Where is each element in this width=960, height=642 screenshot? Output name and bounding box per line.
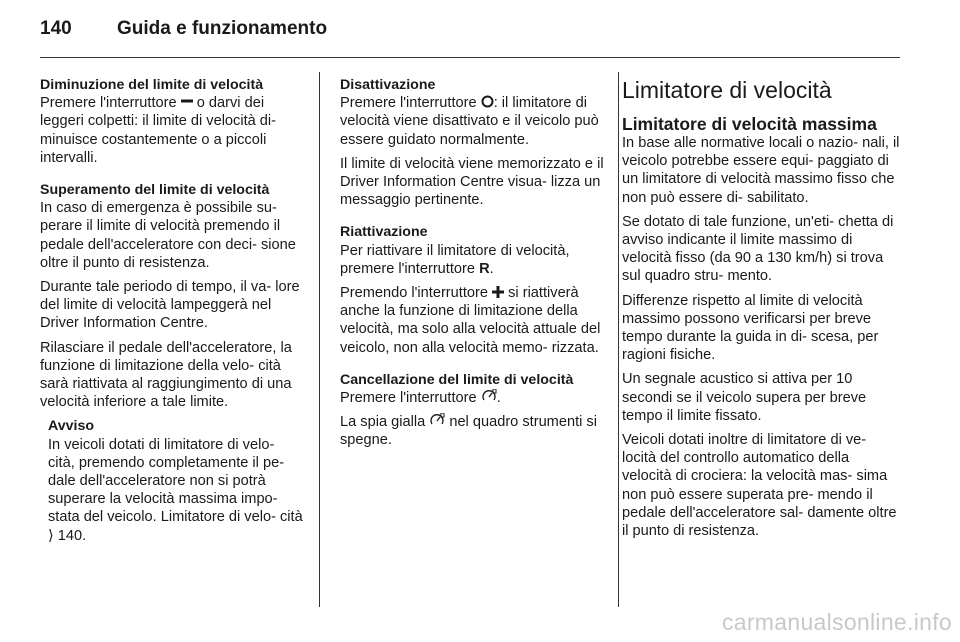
header-rule — [40, 57, 900, 58]
text: si riattiverà anche la funzione di limitazione della velocità, ma solo alla velocità attuale del veicolo, non alla velocità memo- rizzata. — [340, 285, 601, 356]
paragraph: Differenze rispetto al limite di velocità massimo possono verificarsi per breve tempo durante la guida in di- scesa, per ragioni fisiche. — [622, 292, 879, 364]
paragraph — [340, 413, 604, 449]
note-box — [40, 417, 303, 544]
text: Premere l'interruttore — [340, 390, 477, 407]
section-heading: Cancellazione del limite di velocità — [340, 371, 574, 388]
watermark: carmanualsonline.info — [721, 609, 952, 635]
chapter-title: Limitatore di velocità — [622, 77, 832, 103]
column-2 — [340, 76, 604, 464]
section-heading: Superamento del limite di velocità — [40, 182, 270, 199]
text: . — [496, 390, 501, 407]
column-divider — [618, 72, 619, 607]
column-1 — [40, 76, 303, 559]
minus-icon — [181, 96, 193, 106]
text: . — [489, 260, 494, 277]
paragraph — [40, 94, 303, 167]
section-subtitle: Limitatore di velocità massima — [622, 114, 877, 134]
paragraph: Rilasciare il pedale dell'acceleratore, la funzione di limitazione della velo- cità sarà riattivata al raggiungimento di una velocità inferiore a tale limite. — [40, 339, 292, 411]
section-decrease-limit — [40, 76, 303, 167]
paragraph: In caso di emergenza è possibile su- perare il limite di velocità premendo il pedale dell'acceleratore con deci- sione oltre il punto di resistenza. — [40, 200, 296, 271]
section-cancel-limit — [340, 371, 604, 450]
text: Per riattivare il limitatore di velocità, premere l'interruttore — [340, 242, 570, 277]
section-heading: Disattivazione — [340, 77, 436, 93]
paragraph: Veicoli dotati inoltre di limitatore di ve- locità del controllo automatico della velocità di crociera: la velocità mas- sima non può essere superata pre- mendo il pedale dell'acceleratore sal- damente oltre il punto di resistenza. — [622, 432, 897, 540]
plus-icon — [492, 286, 504, 298]
paragraph — [340, 389, 604, 407]
paragraph: Il limite di velocità viene memorizzato e il Driver Information Centre visua- lizza un messaggio pertinente. — [340, 155, 604, 209]
speed-limiter-icon — [429, 413, 445, 427]
column-divider — [319, 72, 320, 607]
text: La spia gialla — [340, 414, 426, 431]
section-reactivation — [340, 223, 604, 356]
page-ref-link[interactable]: 140. — [57, 527, 87, 544]
page-ref-arrow-icon: ⟩ — [48, 527, 54, 544]
section-exceed-limit — [40, 181, 303, 545]
note-text — [48, 436, 303, 545]
paragraph: Se dotato di tale funzione, un'eti- chetta di avviso indicante il limite massimo di velocità fisso (da 90 a 130 km/h) si trova sul quadro stru- mento. — [622, 213, 894, 285]
paragraph — [340, 94, 604, 149]
note-heading: Avviso — [48, 418, 94, 435]
text: : il limitatore di velocità viene disattivato e il veicolo può essere guidato normalmente. — [340, 95, 599, 148]
text: Premendo l'interruttore — [340, 285, 488, 302]
section-heading: Riattivazione — [340, 224, 428, 241]
paragraph — [340, 284, 604, 357]
text: In veicoli dotati di limitatore di velo- cità, premendo completamente il pe- dale dell'acceleratore non si potrà superare la velocità massima impo- stata del veicolo. Limitatore di velo- cità — [48, 436, 303, 526]
page-title: Guida e funzionamento — [117, 18, 328, 39]
paragraph: Un segnale acustico si attiva per 10 secondi se il veicolo supera per breve tempo il limite fissato. — [622, 371, 867, 424]
column-3 — [622, 76, 900, 546]
section-heading: Diminuzione del limite di velocità — [40, 77, 264, 93]
text: nel quadro strumenti si spegne. — [340, 414, 597, 449]
paragraph: Durante tale periodo di tempo, il va- lore del limite di velocità lampeggerà nel Driver Information Centre. — [40, 279, 300, 332]
text: o darvi dei leggeri colpetti: il limite di velocità di- minuisce costantemente o a piccoli intervalli. — [40, 95, 277, 166]
page-number: 140 — [40, 18, 72, 39]
paragraph: In base alle normative locali o nazio- nali, il veicolo potrebbe essere equi- paggiato di un limitatore di velocità massimo fisso che non può essere di- sabilitato. — [622, 135, 900, 206]
paragraph — [340, 242, 604, 278]
section-deactivation — [340, 76, 604, 209]
page-header — [40, 18, 327, 40]
text: Premere l'interruttore — [40, 95, 177, 112]
text: Premere l'interruttore — [340, 95, 477, 112]
circle-off-icon — [481, 95, 494, 108]
resume-key-label: R — [479, 260, 490, 277]
speed-limiter-icon — [481, 389, 497, 403]
